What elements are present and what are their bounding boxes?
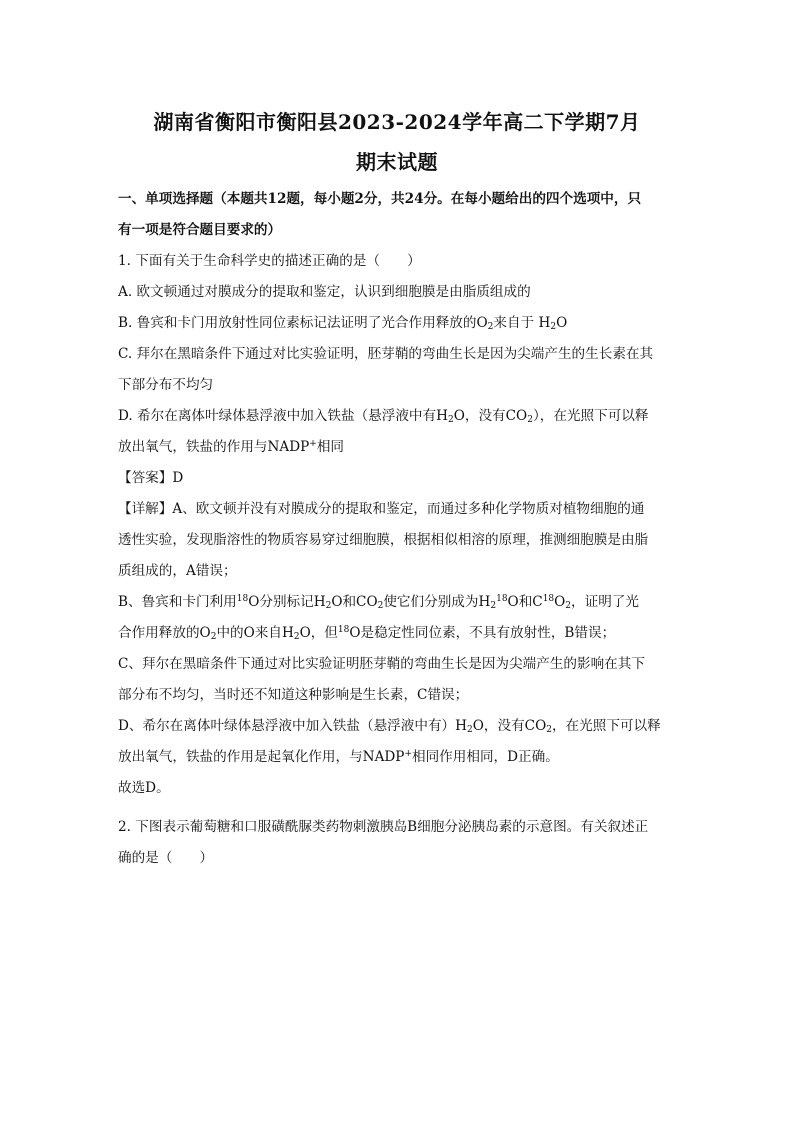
explanation-line-9: 放出氧气，铁盐的作用是起氧化作用，与NADP+相同作用相同，D正确。 [118, 749, 559, 765]
explanation-line-1: 【详解】A、欧文顿并没有对膜成分的提取和鉴定，而通过多种化学物质对植物细胞的通 [118, 501, 645, 517]
question-1-option-d-line-1: D. 希尔在离体叶绿体悬浮液中加入铁盐（悬浮液中有$H_2O$，没有$CO_2$），在光照下可以释 [118, 408, 649, 425]
document-body [118, 184, 678, 874]
explanation-line-2: 透性实验，发现脂溶性的物质容易穿过细胞膜，根据相似相溶的原理，推测细胞膜是由脂 [118, 532, 649, 548]
question-1-option-b: B. 鲁宾和卡门用放射性同位素标记法证明了光合作用释放的$O_2$来自于 $H_2O$ [118, 315, 568, 332]
explanation-line-6: C、拜尔在黑暗条件下通过对比实验证明胚芽鞘的弯曲生长是因为尖端产生的影响在其下 [118, 656, 645, 672]
question-1-stem: 1. 下面有关于生命科学史的描述正确的是（ ） [118, 253, 421, 269]
section-heading-line-1: 一、单项选择题（本题共12题，每小题2分，共24分。在每小题给出的四个选项中，只 [118, 191, 642, 207]
explanation-line-5: 合作用释放的$O_2$中的O来自$H_2O$，但$^{18}$O是稳定性同位素，不具有放射性，B错误； [118, 625, 616, 642]
document-title-line-2: 期末试题 [356, 150, 438, 174]
explanation-line-7: 部分布不均匀，当时还不知道这种影响是生长素，C错误； [118, 687, 469, 703]
explanation-line-8: D、希尔在离体叶绿体悬浮液中加入铁盐（悬浮液中有）$H_2O$，没有$CO_2$，在光照下可以释 [118, 718, 661, 735]
question-2-stem-line-1: 2. 下图表示葡萄糖和口服磺酰脲类药物刺激胰岛B细胞分泌胰岛素的示意图。有关叙述正 [118, 819, 649, 835]
spacer [118, 804, 678, 812]
question-1-option-c-line-1: C. 拜尔在黑暗条件下通过对比实验证明，胚芽鞘的弯曲生长是因为尖端产生的生长素在其 [118, 346, 654, 362]
explanation-conclusion: 故选D。 [118, 780, 170, 796]
question-1-answer: 【答案】D [118, 470, 184, 486]
question-1-option-d-line-2: 放出氧气，铁盐的作用与NADP+相同 [118, 439, 345, 455]
explanation-line-4: B、鲁宾和卡门利用$^{18}$O分别标记$H_2O$和$CO_2$使它们分别成为$H_2^{18}O$和$C^{18}O_2$，证明了光 [118, 594, 639, 611]
explanation-line-3: 质组成的，A错误； [118, 563, 237, 579]
question-2-stem-line-2: 确的是（ ） [118, 850, 214, 866]
question-1-option-a: A. 欧文顿通过对膜成分的提取和鉴定，认识到细胞膜是由脂质组成的 [118, 284, 531, 300]
section-heading-line-2: 有一项是符合题目要求的） [118, 222, 282, 238]
document-title-line-1: 湖南省衡阳市衡阳县2023-2024学年高二下学期7月 [153, 110, 641, 134]
question-1-option-c-line-2: 下部分布不均匀 [118, 377, 214, 393]
